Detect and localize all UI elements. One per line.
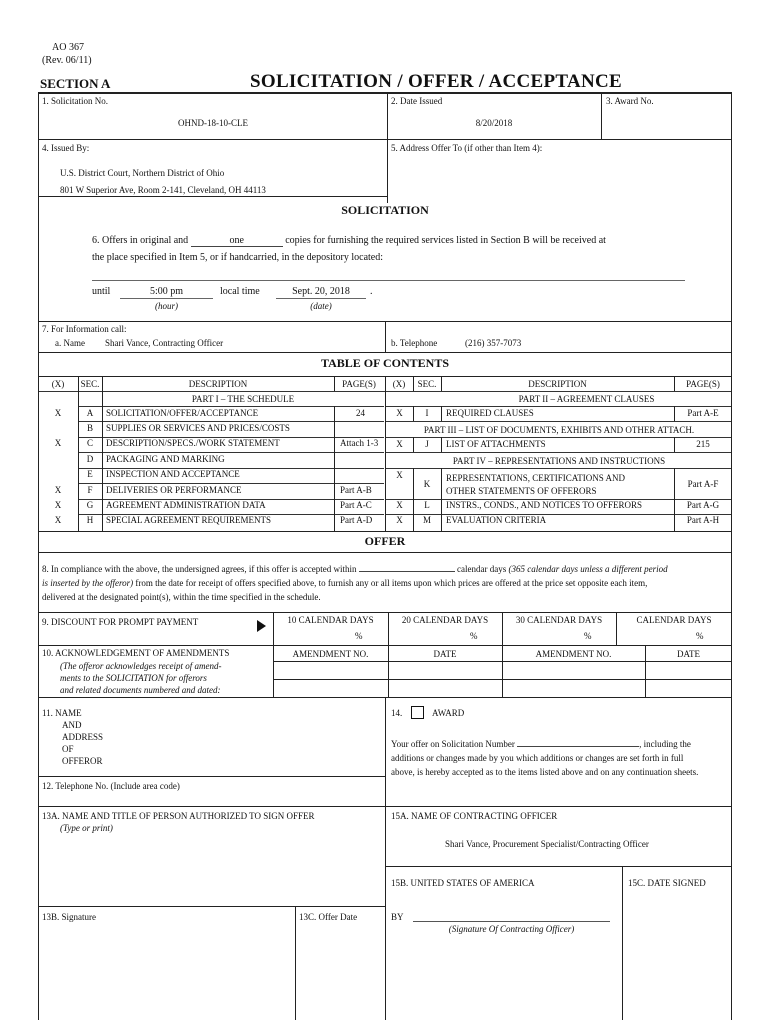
solicitation-no-value[interactable]: OHND-18-10-CLE (178, 118, 248, 128)
award-line3: above, is hereby accepted as to the items listed above and on any continuation sheets. (391, 767, 699, 777)
toc-left-desc: SUPPLIES OR SERVICES AND PRICES/COSTS (106, 423, 290, 433)
amend-no-header-1: AMENDMENT NO. (292, 649, 369, 659)
toc-left-desc: DELIVERIES OR PERFORMANCE (106, 485, 242, 495)
item6-line1: 6. Offers in original and one copies for furnishing the required services listed in Section B will be received at (92, 235, 606, 246)
date-caption: (date) (310, 301, 332, 311)
award-checkbox[interactable] (411, 706, 424, 719)
discount-10-days: 10 CALENDAR DAYS (287, 615, 374, 625)
usa-label: 15B. UNITED STATES OF AMERICA (391, 878, 535, 888)
toc-right-pages: Part A-E (687, 408, 719, 418)
toc-left-sec: C (86, 438, 93, 448)
amendments-note3: and related documents numbered and dated: (60, 685, 221, 695)
amend-no-header-2: AMENDMENT NO. (535, 649, 612, 659)
by-label: BY (391, 912, 404, 922)
info-name-label: a. Name (55, 338, 85, 348)
offeror-name-label: 11. NAME (42, 708, 82, 718)
offer-heading: OFFER (364, 534, 406, 548)
toc-right-pages: Part A-H (686, 515, 720, 525)
toc-header-desc-right: DESCRIPTION (528, 379, 587, 389)
toc-header-x-right: (X) (392, 379, 406, 389)
toc-right-x[interactable]: X (396, 500, 403, 510)
toc-right-sec: I (425, 408, 429, 418)
toc-left-desc: SOLICITATION/OFFER/ACCEPTANCE (106, 408, 259, 418)
toc-right-sec: J (425, 439, 429, 449)
toc-left-sec: A (86, 408, 94, 418)
toc-right-x[interactable]: X (396, 439, 403, 449)
solicitation-heading: SOLICITATION (337, 203, 433, 217)
toc-right-pages: Part A-G (686, 500, 720, 510)
item8-line3: delivered at the designated point(s), within the time specified in the schedule. (42, 592, 321, 602)
toc-left-sec: G (86, 500, 94, 510)
toc-header-pages-right: PAGE(S) (686, 379, 720, 389)
amendments-note2: ments to the SOLICITATION for offerors (60, 673, 207, 683)
address-offer-label: 5. Address Offer To (if other than Item 4): (391, 143, 543, 153)
discount-20-days: 20 CALENDAR DAYS (401, 615, 489, 625)
toc-left-pages: Attach 1-3 (340, 438, 379, 448)
contracting-officer-label: 15A. NAME OF CONTRACTING OFFICER (391, 811, 558, 821)
amendments-note1: (The offeror acknowledges receipt of amend- (60, 661, 222, 671)
toc-left-pages: Part A-D (340, 515, 373, 525)
arrow-right-icon (257, 620, 266, 632)
toc-part2: PART II – AGREEMENT CLAUSES (518, 394, 655, 404)
info-tel: (216) 357-7073 (465, 338, 522, 348)
toc-right-pages: 215 (696, 439, 710, 449)
toc-left-desc: INSPECTION AND ACCEPTANCE (106, 469, 240, 479)
issued-by-line1: U.S. District Court, Northern District of Ohio (60, 168, 225, 178)
offeror-address-label: ADDRESS (62, 732, 104, 742)
section-label: SECTION A (40, 76, 111, 91)
toc-heading: TABLE OF CONTENTS (320, 356, 450, 370)
offeror-and-label: AND (62, 720, 82, 730)
toc-left-sec: F (87, 485, 93, 495)
info-call-label: 7. For Information call: (42, 324, 127, 334)
toc-left-pages: Part A-B (340, 485, 372, 495)
toc-header-pages-left: PAGE(S) (342, 379, 376, 389)
issued-by-line2: 801 W Superior Ave, Room 2-141, Cleveland, OH 44113 (60, 185, 266, 195)
discount-30-days: 30 CALENDAR DAYS (515, 615, 603, 625)
toc-right-x[interactable]: X (396, 515, 403, 525)
toc-left-sec: E (87, 469, 93, 479)
issued-by-label: 4. Issued By: (42, 143, 90, 153)
toc-right-desc: REQUIRED CLAUSES (446, 408, 534, 418)
contracting-officer-name: Shari Vance, Procurement Specialist/Contracting Officer (445, 839, 649, 849)
date-issued-label: 2. Date Issued (391, 96, 443, 106)
toc-part1: PART I – THE SCHEDULE (191, 394, 295, 404)
date-signed-label: 15C. DATE SIGNED (628, 878, 706, 888)
amendments-label: 10. ACKNOWLEDGEMENT OF AMENDMENTS (42, 648, 230, 658)
toc-part3: PART III – LIST OF DOCUMENTS, EXHIBITS AND OTHER ATTACH. (423, 425, 695, 435)
toc-right-sec: L (424, 500, 430, 510)
toc-left-pages: 24 (356, 408, 365, 418)
discount-other-pct[interactable]: % (696, 631, 704, 641)
toc-right-desc: LIST OF ATTACHMENTS (446, 439, 546, 449)
discount-30-pct[interactable]: % (584, 631, 592, 641)
discount-10-pct[interactable]: % (355, 631, 363, 641)
item8-line2: is inserted by the offeror) from the date for receipt of offers specified above, to furnish any or all items upon which prices are offered at the price set opposite each item, (42, 578, 648, 588)
award-no-label: 3. Award No. (606, 96, 654, 106)
toc-right-x[interactable]: X (396, 470, 403, 480)
signer-name-label: 13A. NAME AND TITLE OF PERSON AUTHORIZED TO SIGN OFFER (42, 811, 315, 821)
form-title: SOLICITATION / OFFER / ACCEPTANCE (250, 71, 623, 92)
toc-left-x[interactable]: X (54, 515, 62, 525)
offeror-offeror-label: OFFEROR (62, 756, 103, 766)
toc-left-sec: H (86, 515, 94, 525)
toc-right-desc: INSTRS., CONDS., AND NOTICES TO OFFERORS (446, 500, 642, 510)
toc-right-sec: K (423, 479, 431, 489)
discount-label: 9. DISCOUNT FOR PROMPT PAYMENT (42, 617, 199, 627)
form-number: AO 367 (52, 42, 84, 53)
discount-20-pct[interactable]: % (470, 631, 478, 641)
toc-right-desc: OTHER STATEMENTS OF OFFERORS (446, 486, 597, 496)
signer-name-note: (Type or print) (60, 823, 113, 833)
toc-left-x[interactable]: X (54, 500, 62, 510)
offeror-telephone-label: 12. Telephone No. (Include area code) (42, 781, 180, 791)
period: . (370, 286, 373, 297)
time-field[interactable]: 5:00 pm (149, 286, 184, 297)
toc-left-desc: PACKAGING AND MARKING (106, 454, 225, 464)
acceptance-days-field[interactable] (359, 571, 455, 572)
item6-line2: the place specified in Item 5, or if handcarried, in the depository located: (92, 252, 384, 263)
toc-right-desc: EVALUATION CRITERIA (446, 515, 547, 525)
award-label: AWARD (432, 708, 465, 718)
toc-left-desc: DESCRIPTION/SPECS./WORK STATEMENT (106, 438, 280, 448)
amend-date-header-2: DATE (677, 649, 700, 659)
toc-right-x[interactable]: X (396, 408, 403, 418)
local-time-label: local time (220, 286, 260, 297)
award-line1: Your offer on Solicitation Number , including the (391, 739, 691, 749)
toc-left-x[interactable]: X (54, 438, 62, 448)
toc-header-sec-right: SEC. (417, 379, 437, 389)
toc-right-sec: M (422, 515, 431, 525)
solicitation-no-label: 1. Solicitation No. (42, 96, 108, 106)
info-name: Shari Vance, Contracting Officer (105, 338, 224, 348)
info-tel-label: b. Telephone (391, 338, 438, 348)
toc-left-x[interactable]: X (54, 408, 62, 418)
offeror-of-label: OF (62, 744, 74, 754)
until-label: until (92, 286, 111, 297)
toc-header-x-left: (X) (51, 379, 65, 389)
copies-field[interactable]: one (191, 235, 283, 247)
award-number-label: 14. (391, 708, 403, 718)
toc-left-pages: Part A-C (340, 500, 372, 510)
item8-line1: 8. In compliance with the above, the undersigned agrees, if this offer is accepted within calendar days (365 calendar days unless a different period (42, 564, 668, 574)
amend-date-header-1: DATE (433, 649, 457, 659)
date-issued-value[interactable]: 8/20/2018 (475, 118, 513, 128)
toc-left-sec: D (86, 454, 94, 464)
toc-header-sec-left: SEC. (80, 379, 100, 389)
date-field[interactable]: Sept. 20, 2018 (292, 286, 350, 297)
by-caption: (Signature Of Contracting Officer) (448, 924, 575, 934)
discount-other-days: CALENDAR DAYS (636, 615, 712, 625)
award-line2: additions or changes made by you which additions or changes are set forth in full (391, 753, 684, 763)
offer-date-label: 13C. Offer Date (299, 912, 358, 922)
form-revision: (Rev. 06/11) (42, 55, 92, 66)
toc-left-desc: AGREEMENT ADMINISTRATION DATA (106, 500, 266, 510)
toc-left-x[interactable]: X (54, 485, 62, 495)
award-solicitation-number-field[interactable] (517, 746, 639, 747)
hour-caption: (hour) (155, 301, 178, 311)
toc-right-desc: REPRESENTATIONS, CERTIFICATIONS AND (446, 473, 626, 483)
toc-part4: PART IV – REPRESENTATIONS AND INSTRUCTIONS (452, 456, 666, 466)
toc-left-sec: B (86, 423, 93, 433)
toc-left-desc: SPECIAL AGREEMENT REQUIREMENTS (106, 515, 272, 525)
toc-header-desc-left: DESCRIPTION (188, 379, 248, 389)
toc-right-pages: Part A-F (687, 479, 719, 489)
signature-label: 13B. Signature (42, 912, 96, 922)
